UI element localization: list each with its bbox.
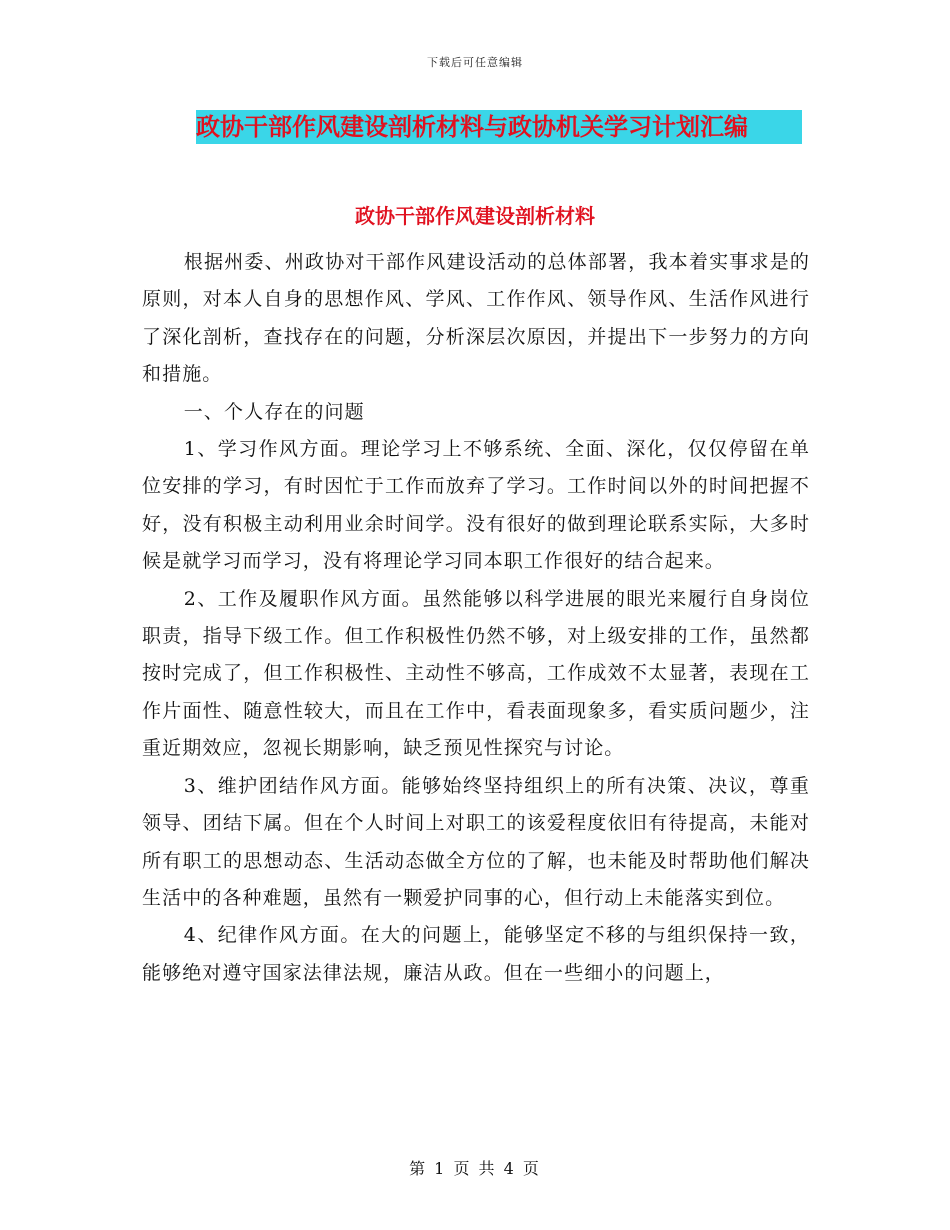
header-note: 下载后可任意编辑	[427, 56, 523, 69]
page-number-footer: 第 1 页 共 4 页	[409, 1159, 541, 1178]
document-body	[142, 244, 810, 992]
document-sub-title: 政协干部作风建设剖析材料	[355, 204, 595, 228]
paragraph-study-style: 1、学习作风方面。理论学习上不够系统、全面、深化，仅仅停留在单位安排的学习，有时因忙于工作而放弃了学习。工作时间以外的时间把握不好，没有积极主动利用业余时间学。没有很好的做到理论联系实际，大多时候是就学习而学习，没有将理论学习同本职工作很好的结合起来。	[142, 438, 810, 573]
document-main-title: 政协干部作风建设剖析材料与政协机关学习计划汇编	[196, 110, 802, 144]
paragraph-discipline-style: 4、纪律作风方面。在大的问题上，能够坚定不移的与组织保持一致，能够绝对遵守国家法律法规，廉洁从政。但在一些细小的问题上，	[142, 924, 810, 984]
paragraph-work-style: 2、工作及履职作风方面。虽然能够以科学进展的眼光来履行自身岗位职责，指导下级工作。但工作积极性仍然不够，对上级安排的工作，虽然都按时完成了，但工作积极性、主动性不够高，工作成效不太显著，表现在工作片面性、随意性较大，而且在工作中，看表面现象多，看实质问题少，注重近期效应，忽视长期影响，缺乏预见性探究与讨论。	[142, 587, 810, 760]
paragraph-unity-style: 3、维护团结作风方面。能够始终坚持组织上的所有决策、决议，尊重领导、团结下属。但在个人时间上对职工的该爱程度依旧有待提高，未能对所有职工的思想动态、生活动态做全方位的了解，也未能及时帮助他们解决生活中的各种难题，虽然有一颗爱护同事的心，但行动上未能落实到位。	[142, 774, 810, 909]
section-heading: 一、个人存在的问题	[183, 400, 365, 423]
paragraph-intro: 根据州委、州政协对干部作风建设活动的总体部署，我本着实事求是的原则，对本人自身的思想作风、学风、工作作风、领导作风、生活作风进行了深化剖析，查找存在的问题，分析深层次原因，并提出下一步努力的方向和措施。	[142, 251, 810, 386]
